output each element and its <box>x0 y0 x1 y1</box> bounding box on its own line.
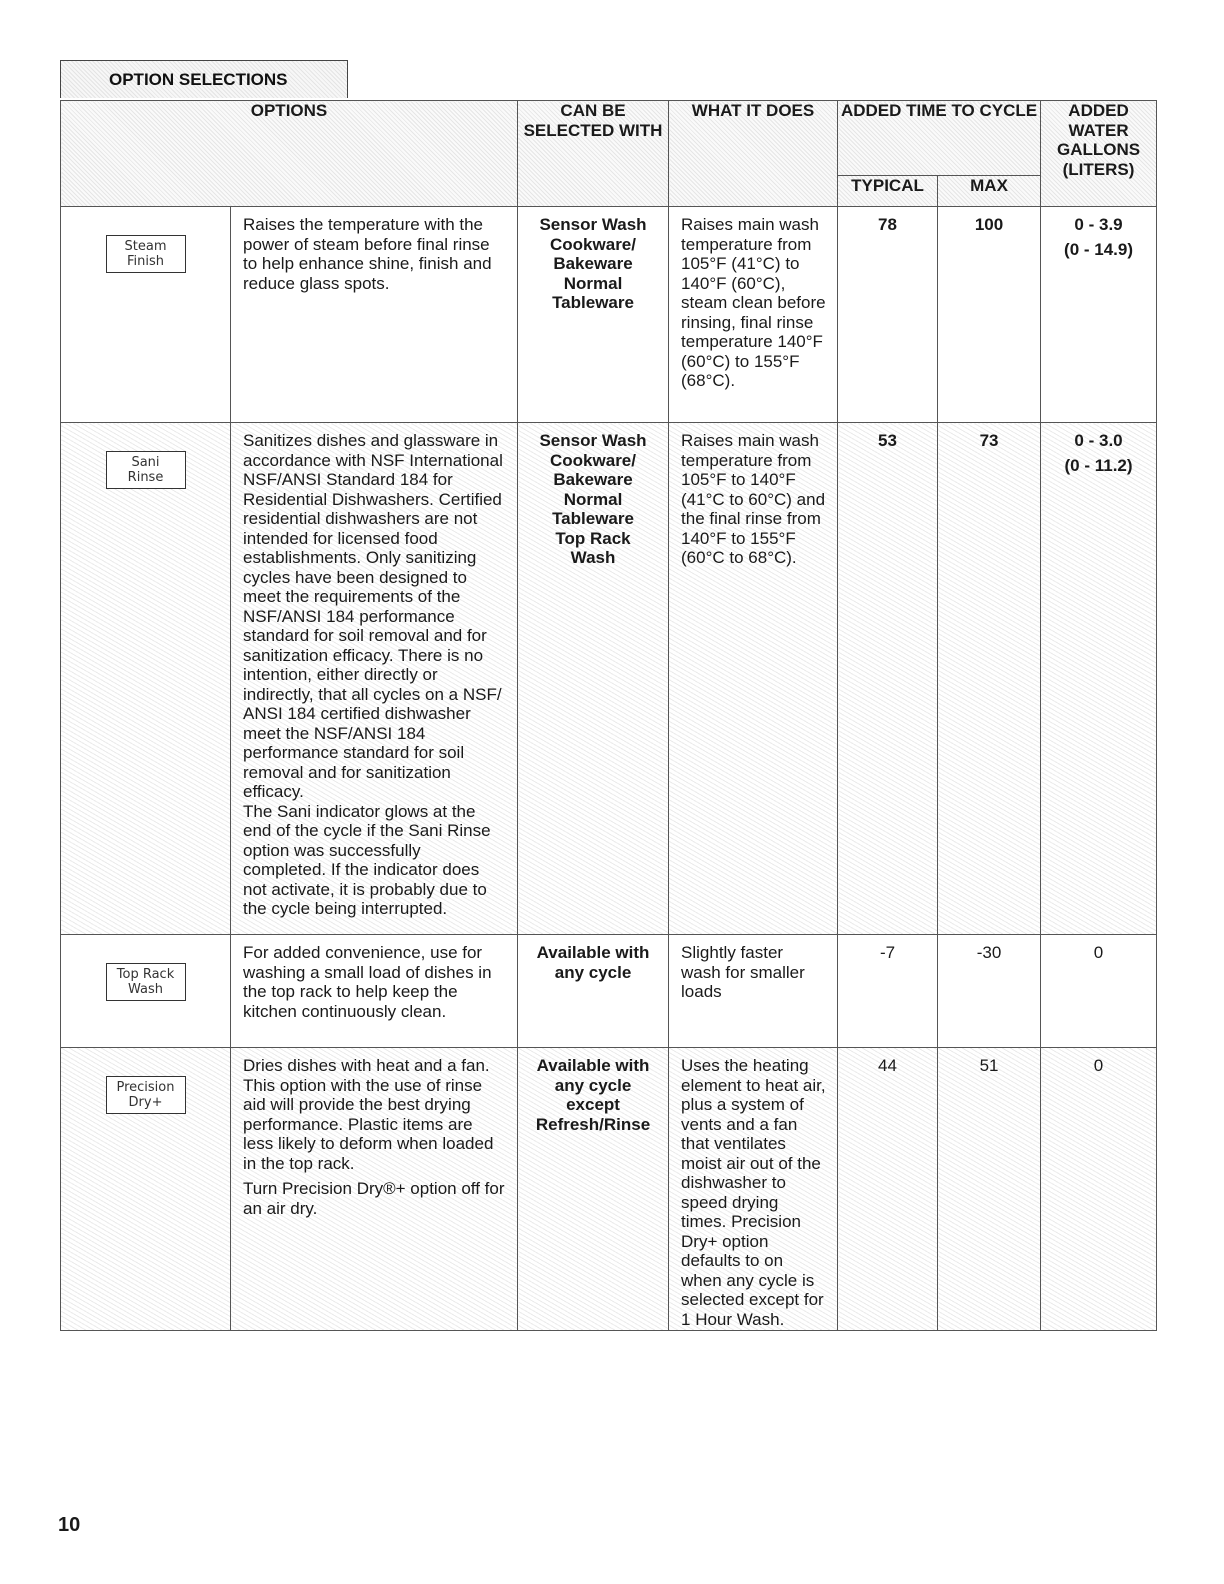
option-description: Sanitizes dishes and glassware in accordance with NSF International NSF/ANSI Standard 184 for Residential Dishwashers. Certified residential dishwashers are not intended for licensed food establishments. Only sanitizing cycles have been designed to meet the requirements of the NSF/ANSI 184 performance standard for soil removal and for sanitization efficacy. There is no intention, either directly or indirectly, that all cycles on a NSF/ ANSI 184 certified dishwasher meet the NSF/ANSI 184 performance standard for soil removal and for sanitization efficacy. The Sani indicator glows at the end of the cycle if the Sani Rinse option was successfully completed. If the indicator does not activate, it is probably due to the cycle being interrupted. <box>231 423 518 935</box>
typical-time-cell: 53 <box>838 423 938 935</box>
header-typical: TYPICAL <box>838 176 938 207</box>
option-selections-table <box>60 100 1157 1331</box>
option-icon-cell <box>61 1048 231 1331</box>
sani-rinse-icon: Sani Rinse <box>106 451 186 489</box>
precision-dry-icon: Precision Dry+ <box>106 1076 186 1114</box>
what-it-does-cell: Raises main wash temperature from 105°F to 140°F (41°C to 60°C) and the final rinse from 140°F to 155°F (60°C to 68°C). <box>669 423 838 935</box>
table-row <box>61 207 1157 423</box>
option-description: Raises the temperature with the power of steam before final rinse to help enhance shine, finish and reduce glass spots. <box>231 207 518 423</box>
header-can-be-selected-with: CAN BE SELECTED WITH <box>518 101 669 207</box>
max-time-cell: 73 <box>938 423 1041 935</box>
header-max: MAX <box>938 176 1041 207</box>
header-added-water: ADDED WATER GALLONS (LITERS) <box>1041 101 1157 207</box>
water-cell: 0 <box>1041 935 1157 1048</box>
what-it-does-cell: Slightly faster wash for smaller loads <box>669 935 838 1048</box>
water-cell: 0 - 3.9 (0 - 14.9) <box>1041 207 1157 423</box>
option-description: Dries dishes with heat and a fan. This option with the use of rinse aid will provide the best drying performance. Plastic items are less likely to deform when loaded in the top rack. Turn Precision Dry®+ option off for an air dry. <box>231 1048 518 1331</box>
table-row <box>61 1048 1157 1331</box>
option-icon-cell <box>61 207 231 423</box>
what-it-does-cell: Uses the heating element to heat air, plus a system of vents and a fan that ventilates moist air out of the dishwasher to speed drying times. Precision Dry+ option defaults to on when any cycle is selected except for 1 Hour Wash. <box>669 1048 838 1331</box>
can-be-selected-with-cell: Sensor Wash Cookware/ Bakeware Normal Tableware Top Rack Wash <box>518 423 669 935</box>
table-row <box>61 935 1157 1048</box>
water-cell: 0 - 3.0 (0 - 11.2) <box>1041 423 1157 935</box>
option-description: For added convenience, use for washing a small load of dishes in the top rack to help keep the kitchen continuously clean. <box>231 935 518 1048</box>
option-icon-cell <box>61 423 231 935</box>
max-time-cell: 100 <box>938 207 1041 423</box>
header-added-time: ADDED TIME TO CYCLE <box>838 101 1041 176</box>
what-it-does-cell: Raises main wash temperature from 105°F (41°C) to 140°F (60°C), steam clean before rinsing, final rinse temperature 140°F (60°C) to 155°F (68°C). <box>669 207 838 423</box>
section-title: OPTION SELECTIONS <box>60 60 348 98</box>
water-cell: 0 <box>1041 1048 1157 1331</box>
can-be-selected-with-cell: Available with any cycle <box>518 935 669 1048</box>
can-be-selected-with-cell: Sensor Wash Cookware/ Bakeware Normal Tableware <box>518 207 669 423</box>
max-time-cell: 51 <box>938 1048 1041 1331</box>
header-row <box>61 101 1157 176</box>
option-icon-cell <box>61 935 231 1048</box>
table-row <box>61 423 1157 935</box>
top-rack-wash-icon: Top Rack Wash <box>106 963 186 1001</box>
max-time-cell: -30 <box>938 935 1041 1048</box>
can-be-selected-with-cell: Available with any cycle except Refresh/Rinse <box>518 1048 669 1331</box>
typical-time-cell: 78 <box>838 207 938 423</box>
header-options: OPTIONS <box>61 101 518 207</box>
header-what-it-does: WHAT IT DOES <box>669 101 838 207</box>
page-number: 10 <box>58 1514 81 1536</box>
typical-time-cell: -7 <box>838 935 938 1048</box>
typical-time-cell: 44 <box>838 1048 938 1331</box>
steam-finish-icon: Steam Finish <box>106 235 186 273</box>
